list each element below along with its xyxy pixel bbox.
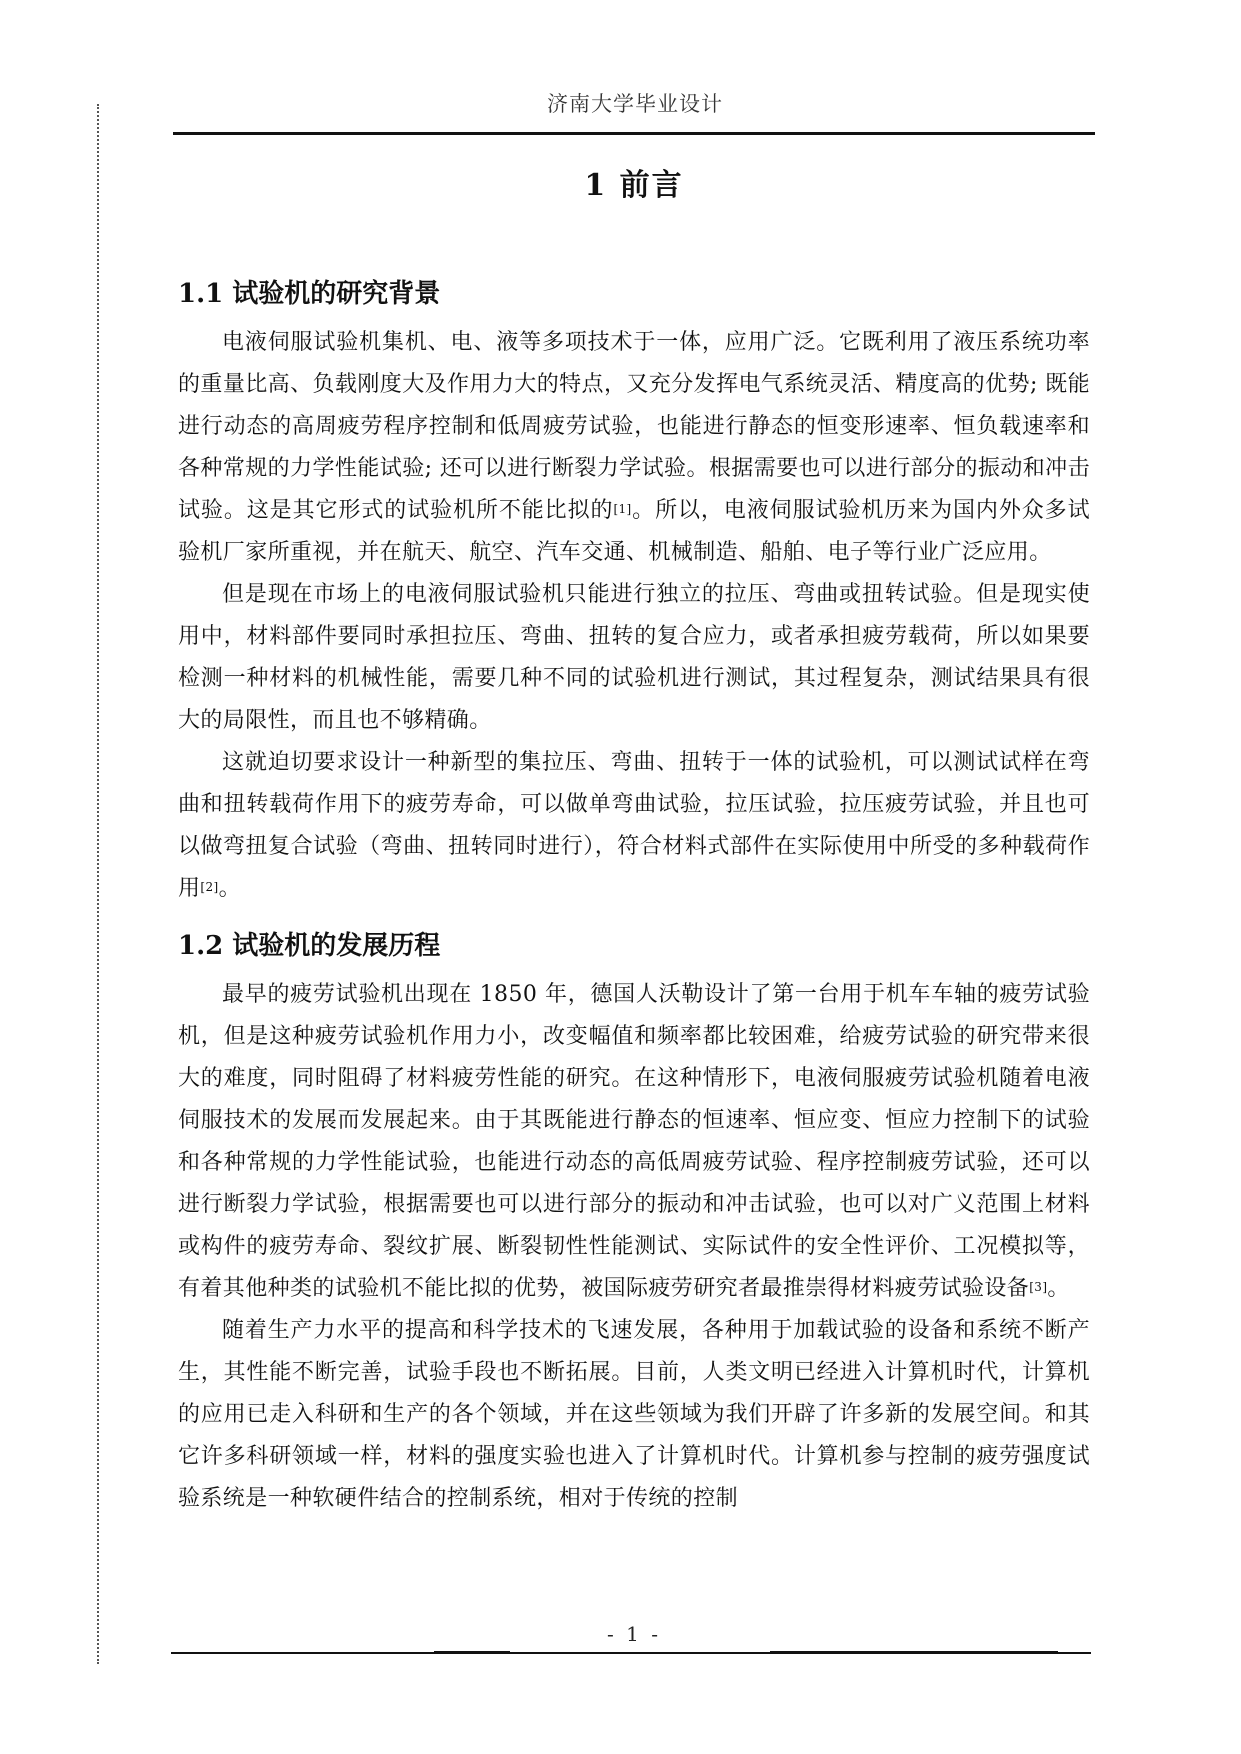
paragraph: 电液伺服试验机集机、电、液等多项技术于一体，应用广泛。它既利用了液压系统功率的重量比高、负载刚度大及作用力大的特点，又充分发挥电气系统灵活、精度高的优势; 既能进行动态的高周疲劳程序控制和低周疲劳试验，也能进行静态的恒变形速率、恒负载速率和各种常规的力学性能试验; 还可以进行断裂力学试验。根据需要也可以进行部分的振动和冲击试验。这是其它形式的试验机所不能比拟的[1]。所以，电液伺服试验机历来为国内外众多试验机厂家所重视，并在航天、航空、汽车交通、机械制造、船舶、电子等行业广泛应用。 [178, 330, 1090, 565]
running-header: 济南大学毕业设计 [547, 92, 723, 116]
paragraph: 这就迫切要求设计一种新型的集拉压、弯曲、扭转于一体的试验机，可以测试试样在弯曲和扭转载荷作用下的疲劳寿命，可以做单弯曲试验，拉压试验，拉压疲劳试验，并且也可以做弯扭复合试验（弯曲、扭转同时进行），符合材料式部件在实际使用中所受的多种载荷作用[2]。 [178, 750, 1090, 901]
section-heading-1-1: 1.1 试验机的研究背景 [178, 279, 441, 309]
citation-ref: [1] [613, 502, 632, 516]
paragraph: 随着生产力水平的提高和科学技术的飞速发展，各种用于加载试验的设备和系统不断产生，其性能不断完善，试验手段也不断拓展。目前，人类文明已经进入计算机时代，计算机的应用已走入科研和生产的各个领域，并在这些领域为我们开辟了许多新的发展空间。和其它许多科研领域一样，材料的强度实验也进入了计算机时代。计算机参与控制的疲劳强度试验系统是一种软硬件结合的控制系统，相对于传统的控制 [178, 1318, 1090, 1511]
paragraph: 但是现在市场上的电液伺服试验机只能进行独立的拉压、弯曲或扭转试验。但是现实使用中，材料部件要同时承担拉压、弯曲、扭转的复合应力，或者承担疲劳载荷，所以如果要检测一种材料的机械性能，需要几种不同的试验机进行测试，其过程复杂，测试结果具有很大的局限性，而且也不够精确。 [178, 582, 1090, 733]
header-rule [173, 132, 1095, 135]
chapter-title: 1 前言 [584, 168, 684, 203]
document-body [178, 272, 1090, 1520]
page-number: - 1 - [607, 1622, 661, 1646]
citation-ref: [3] [1029, 1280, 1048, 1294]
section-heading-1-2: 1.2 试验机的发展历程 [178, 931, 441, 961]
binding-margin-line [97, 104, 99, 1664]
paragraph: 最早的疲劳试验机出现在 1850 年，德国人沃勒设计了第一台用于机车车轴的疲劳试验机，但是这种疲劳试验机作用力小，改变幅值和频率都比较困难，给疲劳试验的研究带来很大的难度，同时阻碍了材料疲劳性能的研究。在这种情形下，电液伺服疲劳试验机随着电液伺服技术的发展而发展起来。由于其既能进行静态的恒速率、恒应变、恒应力控制下的试验和各种常规的力学性能试验，也能进行动态的高低周疲劳试验、程序控制疲劳试验，还可以进行断裂力学试验，根据需要也可以进行部分的振动和冲击试验，也可以对广义范围上材料或构件的疲劳寿命、裂纹扩展、断裂韧性性能测试、实际试件的安全性评价、工况模拟等，有着其他种类的试验机不能比拟的优势，被国际疲劳研究者最推崇得材料疲劳试验设备[3]。 [178, 982, 1090, 1301]
citation-ref: [2] [200, 880, 219, 894]
footer-rule-accent [434, 1651, 510, 1654]
footer-rule-accent [770, 1651, 1058, 1654]
